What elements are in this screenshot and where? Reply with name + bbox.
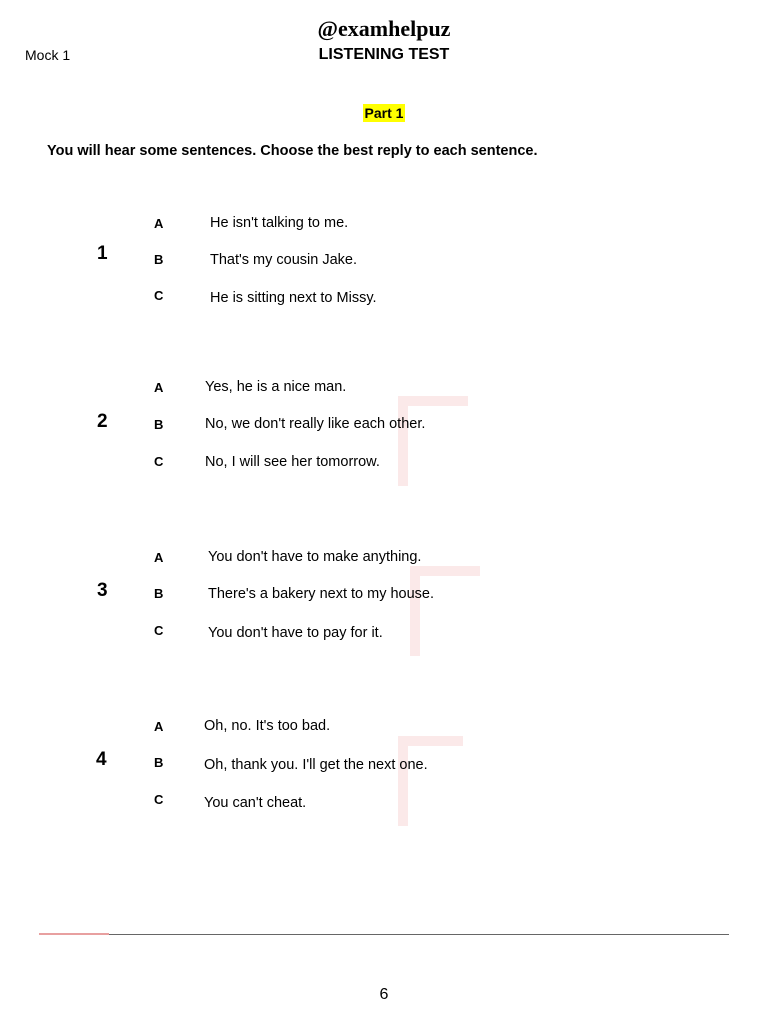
option-text: There's a bakery next to my house. [208,586,435,602]
footer-rule [109,934,729,935]
option-text: Oh, no. It's too bad. [204,718,331,734]
option-text: No, we don't really like each other. [205,416,426,432]
option-text: You can't cheat. [204,795,307,811]
option-text: No, I will see her tomorrow. [205,454,380,470]
option-letter: A [154,550,164,565]
option-text: He isn't talking to me. [210,215,349,231]
option-text: He is sitting next to Missy. [210,290,377,306]
option-letter: C [154,454,164,469]
watermark-logo [398,736,463,826]
option-text: You don't have to pay for it. [208,625,383,641]
header-handle: @examhelpuz [317,16,451,41]
option-letter: A [154,380,164,395]
question-number: 4 [96,749,107,770]
part-heading [0,105,768,123]
footer-rule-accent [39,933,109,935]
watermark-logo [398,396,468,486]
watermark-logo [410,566,480,656]
page-title: LISTENING TEST [318,46,450,63]
question-number: 2 [97,411,108,432]
option-text: That's my cousin Jake. [210,252,358,268]
question-number: 3 [97,580,108,601]
option-letter: C [154,288,164,303]
option-text: Oh, thank you. I'll get the next one. [204,757,428,773]
option-letter: B [154,252,164,267]
part-label: Part 1 [364,105,404,121]
option-letter: C [154,623,164,638]
option-letter: C [154,792,164,807]
option-letter: B [154,586,164,601]
instructions: You will hear some sentences. Choose the best reply to each sentence. [47,143,538,159]
option-text: Yes, he is a nice man. [205,379,347,395]
question-number: 1 [97,243,108,264]
mock-label: Mock 1 [25,47,71,63]
option-letter: B [154,417,164,432]
option-letter: A [154,216,164,231]
option-letter: A [154,719,164,734]
option-letter: B [154,755,164,770]
page-number: 6 [379,986,389,1003]
option-text: You don't have to make anything. [208,549,422,565]
